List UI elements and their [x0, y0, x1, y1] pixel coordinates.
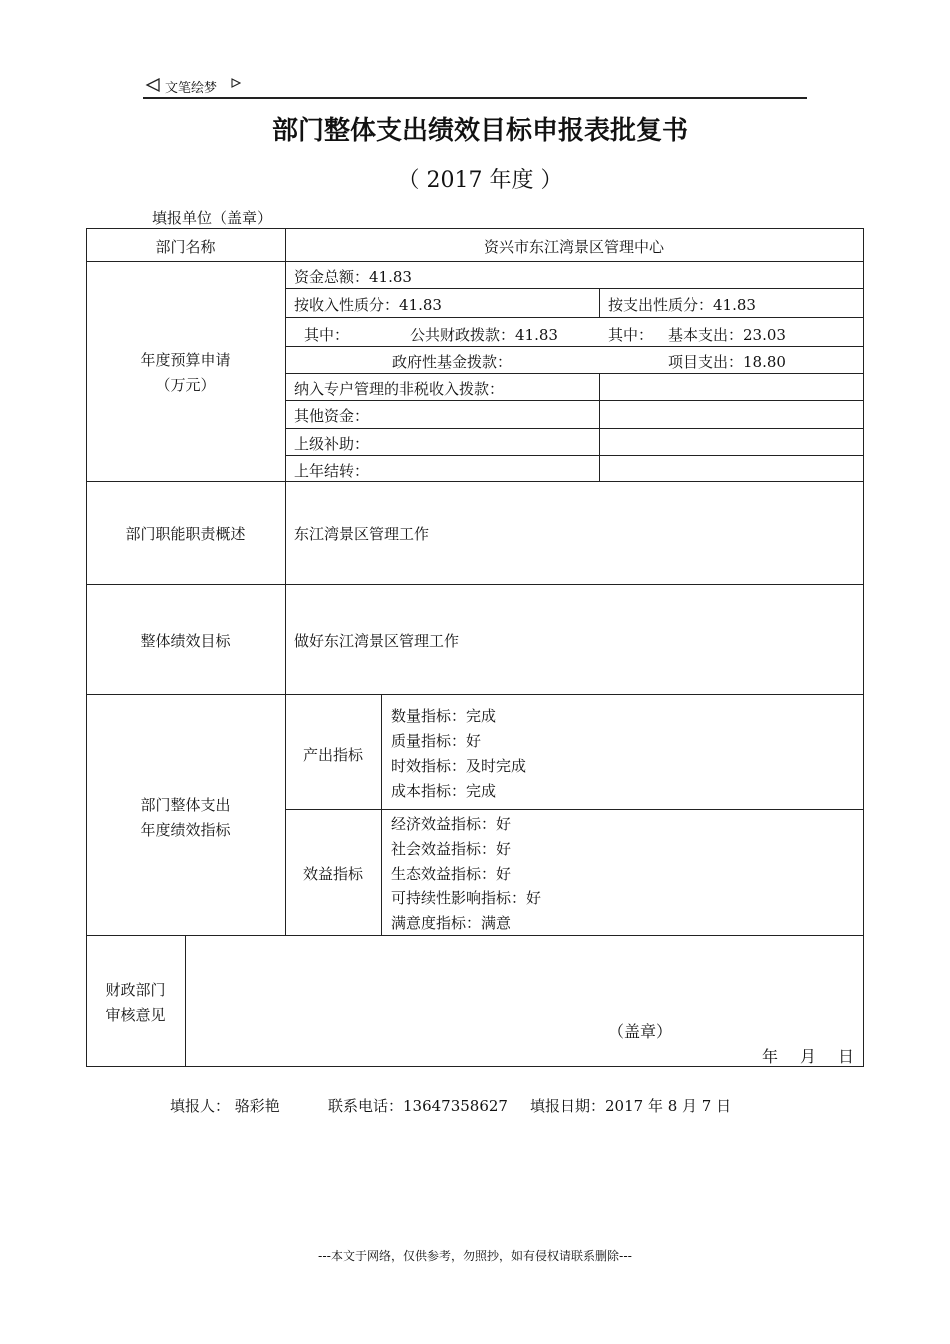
- output-label: 产出指标: [302, 746, 363, 764]
- other-funds: 其他资金：: [294, 407, 370, 425]
- indicator-label-1: 部门整体支出: [140, 796, 231, 814]
- date-day: 日: [838, 1047, 855, 1066]
- benefit-item: 可持续性影响指标：好: [391, 889, 542, 907]
- gov-fund: 政府性基金拨款：: [392, 353, 513, 371]
- date-month: 月: [800, 1047, 817, 1066]
- page-title: 部门整体支出绩效目标申报表批复书: [271, 116, 688, 146]
- triangle-right-icon: [231, 78, 241, 88]
- output-item: 数量指标：完成: [391, 707, 497, 725]
- by-expense: 按支出性质分：41.83: [608, 296, 756, 314]
- indicator-label-2: 年度绩效指标: [140, 821, 231, 839]
- duty-value: 东江湾景区管理工作: [294, 525, 430, 543]
- benefit-item: 生态效益指标：好: [391, 865, 512, 883]
- goal-label: 整体绩效目标: [140, 632, 231, 650]
- finance-label-2: 审核意见: [105, 1006, 166, 1024]
- project-expense: 项目支出：18.80: [668, 353, 786, 371]
- output-item: 时效指标：及时完成: [391, 757, 527, 775]
- duty-label: 部门职能职责概述: [125, 525, 246, 543]
- total-funds: 资金总额：41.83: [294, 268, 412, 286]
- finance-label-1: 财政部门: [105, 981, 166, 999]
- date-year: 年: [762, 1047, 779, 1066]
- dept-name-value: 资兴市东江湾景区管理中心: [483, 238, 664, 256]
- of-which-left: 其中：: [304, 326, 350, 344]
- filler: 填报人： 骆彩艳: [170, 1097, 280, 1115]
- output-item: 质量指标：好: [391, 732, 482, 750]
- of-which-right: 其中：: [608, 326, 654, 344]
- last-year-carry: 上年结转：: [294, 462, 370, 480]
- goal-value: 做好东江湾景区管理工作: [294, 632, 460, 650]
- output-item: 成本指标：完成: [391, 782, 497, 800]
- header-rule: [143, 97, 807, 99]
- page-subtitle: （ 2017 年度 ）: [397, 168, 563, 193]
- superior-subsidy: 上级补助：: [294, 435, 370, 453]
- benefit-item: 满意度指标：满意: [391, 914, 512, 932]
- phone: 联系电话：13647358627: [328, 1097, 508, 1115]
- seal-text: （盖章）: [608, 1022, 673, 1041]
- triangle-left-icon: [145, 77, 161, 93]
- dept-name-label: 部门名称: [155, 238, 216, 256]
- basic-expense: 基本支出：23.03: [668, 326, 786, 344]
- nontax: 纳入专户管理的非税收入拨款：: [294, 380, 505, 398]
- benefit-item: 经济效益指标：好: [391, 815, 512, 833]
- page-header: [143, 75, 807, 99]
- public-finance: 公共财政拨款：41.83: [410, 326, 558, 344]
- by-income: 按收入性质分：41.83: [294, 296, 442, 314]
- unit-label: 填报单位（盖章）: [152, 209, 273, 227]
- budget-unit: （万元）: [155, 376, 216, 394]
- benefit-item: 社会效益指标：好: [391, 840, 512, 858]
- header-brand: 文笔绘梦: [165, 81, 218, 96]
- budget-label: 年度预算申请: [140, 351, 231, 369]
- fill-date: 填报日期：2017 年 8 月 7 日: [530, 1097, 732, 1115]
- benefit-label: 效益指标: [302, 865, 363, 883]
- disclaimer: ---本文于网络，仅供参考，勿照抄，如有侵权请联系删除---: [318, 1249, 632, 1263]
